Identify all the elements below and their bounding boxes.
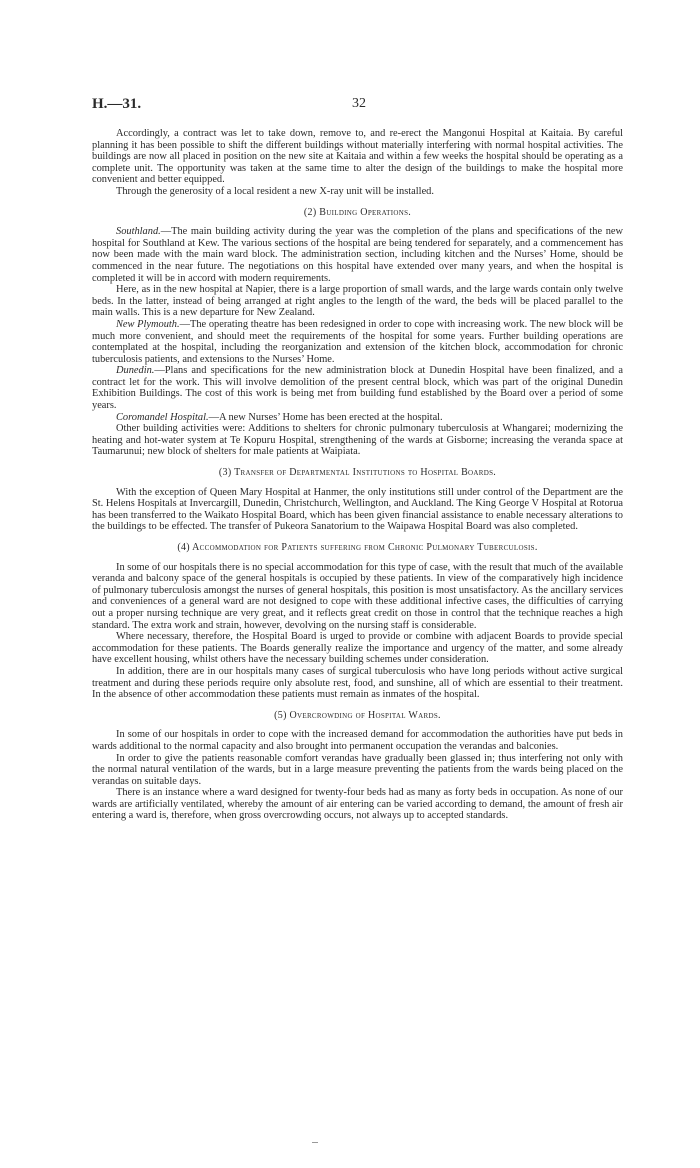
paragraph-lead: Southland. bbox=[116, 226, 161, 238]
paragraph: In addition, there are in our hospitals many cases of surgical tuberculosis who have long periods without active surgical treatment and during these periods require only absolute rest, food, and sunshine, all of which are essential to their treatment. In the absence of other accommodation these patients must remain as inmates of the hospital. bbox=[92, 665, 623, 701]
paragraph: In some of our hospitals there is no special accommodation for this type of case, with the result that much of the available veranda and balcony space of the general hospitals is occupied by these patients. In view of the comparatively high incidence of pulmonary tuberculosis amongst the nurses of general hospitals, this position is most unsatisfactory. As the ancillary services and conveniences of a general ward are not designed to cope with these additional infective cases, the difficulties of carrying out a proper nursing technique are very great, and it reflects great credit on those in control that the technique reaches a high standard. The extra work and strain, however, devolving on the nursing staff is considerable. bbox=[92, 561, 623, 631]
paragraph: Here, as in the new hospital at Napier, there is a large proportion of small wards, and the large wards contain only twelve beds. In the latter, instead of being arranged at right angles to the length of the ward, the beds will be placed parallel to the main walls. This is a new departure for New Zealand. bbox=[92, 284, 623, 319]
paragraph: Through the generosity of a local resident a new X-ray unit will be installed. bbox=[116, 185, 434, 197]
document-body bbox=[92, 128, 623, 822]
paragraph: With the exception of Queen Mary Hospital at Hanmer, the only institutions still under control of the Department are the St. Helens Hospitals at Invercargill, Dunedin, Christchurch, Wellington, and Auckland. The King George V Hospital at Rotorua has been transferred to the Waikato Hospital Board, which has been given financial assistance to enable necessary alterations to the buildings to be effected. The transfer of Pukeora Sanatorium to the Waipawa Hospital Board was also completed. bbox=[92, 486, 623, 533]
paragraph: In some of our hospitals in order to cope with the increased demand for accommodation the authorities have put beds in wards additional to the normal capacity and also brought into permanent occupation the verandas and balconies. bbox=[92, 729, 623, 752]
paragraph: Other building activities were: Additions to shelters for chronic pulmonary tuberculosis at Whangarei; modernizing the heating and hot-water system at Te Kopuru Hospital, strengthening of the wards at Gisborne; increasing the veranda space at Taumarunui; new block of shelters for male patients at Waipiata. bbox=[92, 423, 623, 458]
paragraph: Accordingly, a contract was let to take down, remove to, and re-erect the Mangonui Hospital at Kaitaia. By careful planning it has been possible to shift the different buildings without materially interfering with normal hospital activities. The buildings are now all placed in position on the new site at Kaitaia and within a few weeks the hospital should be operating as a complete unit. The opportunity was taken at the same time to alter the design of the buildings to make the hospital more convenient and better equipped. bbox=[92, 128, 623, 186]
paragraph-southland bbox=[92, 226, 623, 284]
document-reference: H.—31. bbox=[92, 96, 142, 112]
page-header bbox=[92, 96, 622, 118]
section-heading-transfer: (3) Transfer of Departmental Institutions to Hospital Boards. bbox=[218, 467, 497, 479]
paragraph-dunedin bbox=[92, 365, 623, 411]
section-heading-building-operations: (2) Building Operations. bbox=[303, 206, 412, 218]
page-number: 32 bbox=[352, 96, 366, 111]
paragraph-text: —Plans and specifications for the new administration block at Dunedin Hospital have been finalized, and a contract let for the work. This will involve demolition of the present central block, which was part of the original Dunedin Exhibition Buildings. The cost of this work is being met from building fund established by the Board over a period of some years. bbox=[92, 365, 623, 412]
section-heading-tuberculosis: (4) Accommodation for Patients suffering from Chronic Pulmonary Tuberculosis. bbox=[177, 542, 538, 553]
page-bottom-mark bbox=[312, 1142, 318, 1143]
paragraph-new-plymouth bbox=[92, 319, 623, 365]
paragraph-lead: Coromandel Hospital. bbox=[116, 411, 209, 423]
section-heading-overcrowding: (5) Overcrowding of Hospital Wards. bbox=[274, 709, 441, 721]
paragraph-text: —The operating theatre has been redesigned in order to cope with increasing work. The new block will be much more convenient, and should meet the requirements of the hospital for some years. Further building operations are contemplated at the hospital, including the reorganization and extension of the kitchen block, accommodation for chronic tuberculosis patients, and extensions to the Nurses’ Home. bbox=[92, 318, 623, 365]
paragraph: There is an instance where a ward designed for twenty-four beds had as many as forty beds in occupation. As none of our wards are artificially ventilated, whereby the amount of air entering can be varied according to demand, the amount of fresh air entering a ward is, therefore, when gross overcrowding occurs, not always up to accepted standards. bbox=[92, 787, 623, 822]
paragraph-coromandel bbox=[92, 412, 623, 424]
paragraph-text: —The main building activity during the year was the completion of the plans and specifications of the new hospital for Southland at Kew. The various sections of the hospital are being tendered for separately, and a commencement has now been made with the main ward block. The administration section, including kitchen and the Nurses’ Home, should be commenced in the near future. The negotiations on this hospital have extended over many years, and when the hospital is completed it will be in accord with modern requirements. bbox=[92, 226, 623, 284]
paragraph-lead: New Plymouth. bbox=[116, 318, 180, 330]
paragraph-lead: Dunedin. bbox=[116, 365, 155, 377]
paragraph: Where necessary, therefore, the Hospital Board is urged to provide or combine with adjacent Boards to provide special accommodation for these patients. The Boards generally realize the importance and urgency of the matter, and some already have excellent housing, whilst others have the necessary building schemes under consideration. bbox=[92, 631, 623, 666]
paragraph-text: —A new Nurses’ Home has been erected at the hospital. bbox=[208, 411, 443, 423]
paragraph: In order to give the patients reasonable comfort verandas have gradually been glassed in; thus interfering not only with the normal natural ventilation of the wards, but in a large measure preventing the patients from the wards being placed on the verandas on suitable days. bbox=[92, 752, 623, 787]
